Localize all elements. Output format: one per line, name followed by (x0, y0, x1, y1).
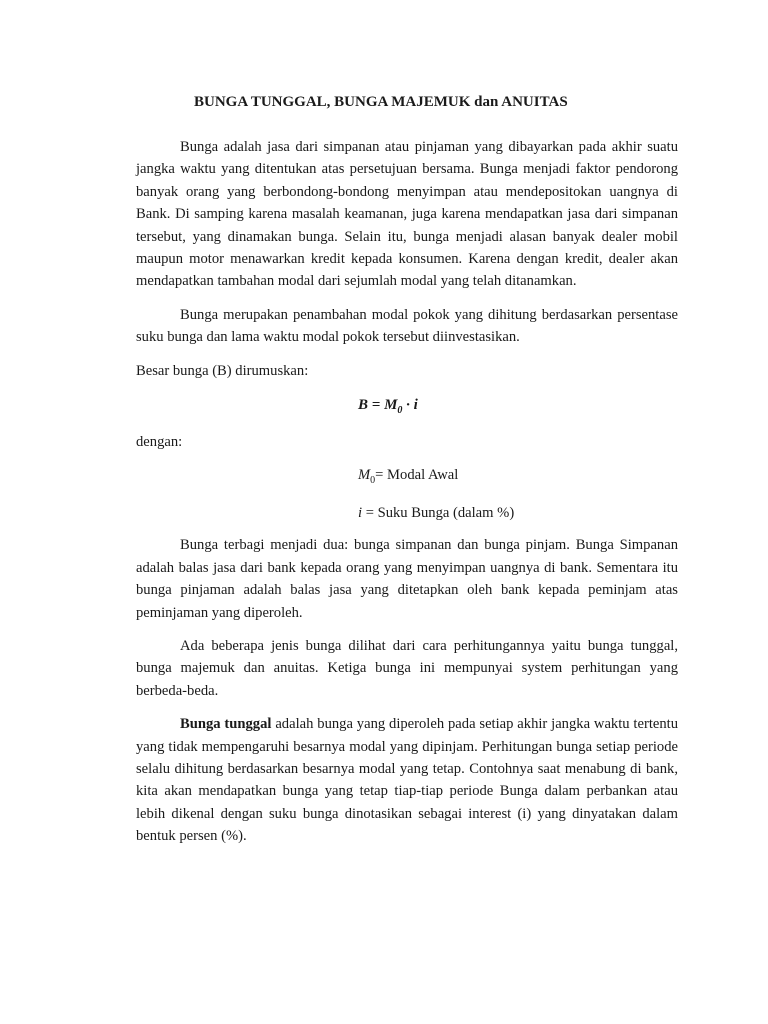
def-symbol: i (358, 505, 363, 522)
interest-formula (136, 393, 678, 423)
document-title: BUNGA TUNGGAL, BUNGA MAJEMUK dan ANUITAS (194, 94, 568, 110)
formula-equals: = (368, 397, 385, 414)
def-symbol: M (358, 467, 371, 484)
formula-lhs: B (358, 397, 369, 414)
formula-m-sub: 0 (397, 405, 403, 417)
def-text: = Suku Bunga (dalam %) (362, 505, 515, 522)
paragraph-definition: Bunga adalah jasa dari simpanan atau pinjaman yang dibayarkan pada akhir suatu jangka waktu yang ditentukan atas persetujuan bersama. Bunga menjadi faktor pendorong banyak orang yang berbondong-bondong menyimpan atau mendepositokan uangnya di Bank. Di samping karena masalah keamanan, juga karena mendapatkan jasa dari simpanan tersebut, yang dinamakan bunga. Selain itu, bunga menjadi alasan banyak dealer mobil maupun motor menawarkan kredit kepada konsumen. Karena dengan kredit, dealer akan mendapatkan tambahan modal dari sejumlah modal yang telah ditanamkan. (136, 139, 678, 290)
paragraph-bunga-tunggal-text: adalah bunga yang diperoleh pada setiap akhir jangka waktu tertentu yang tidak mempengaruhi besarnya modal yang dipinjam. Perhitungan bunga setiap periode selalu dihitung berdasarkan besarnya modal yang tetap. Contohnya saat menabung di bank, kita akan mendapatkan bunga yang tetap tiap-tiap periode Bunga dalam perbankan atau lebih dikenal dengan suku bunga dinotasikan sebagai interest (i) yang dinyatakan dalam bentuk persen (%). (136, 716, 679, 845)
definition-modal-awal (358, 464, 678, 492)
formula-i: i (413, 397, 418, 414)
formula-intro: Besar bunga (B) dirumuskan: (136, 362, 309, 379)
formula-dot: · (402, 397, 414, 414)
definition-suku-bunga (358, 502, 678, 524)
paragraph-types: Bunga terbagi menjadi dua: bunga simpanan dan bunga pinjam. Bunga Simpanan adalah balas jasa dari bank kepada orang yang menyimpan uangnya di bank. Sementara itu bunga pinjaman adalah balas jasa yang ditetapkan oleh bank kepada peminjam atas peminjaman yang diperoleh. (136, 537, 678, 621)
formula-m: M (384, 397, 398, 414)
paragraph-calculation: Ada beberapa jenis bunga dilihat dari cara perhitungannya yaitu bunga tunggal, bunga majemuk dan anuitas. Ketiga bunga ini mempunyai system perhitungan yang berbeda-beda. (136, 638, 678, 699)
paragraph-bunga-tunggal (136, 713, 678, 847)
term-bunga-tunggal: Bunga tunggal (180, 716, 272, 733)
def-text: = Modal Awal (375, 467, 459, 484)
dengan-label: dengan: (136, 434, 183, 451)
def-symbol-sub: 0 (370, 475, 376, 487)
paragraph-principal: Bunga merupakan penambahan modal pokok yang dihitung berdasarkan persentase suku bunga dan lama waktu modal pokok tersebut diinvestasikan. (136, 306, 678, 346)
variable-definitions (136, 464, 678, 524)
